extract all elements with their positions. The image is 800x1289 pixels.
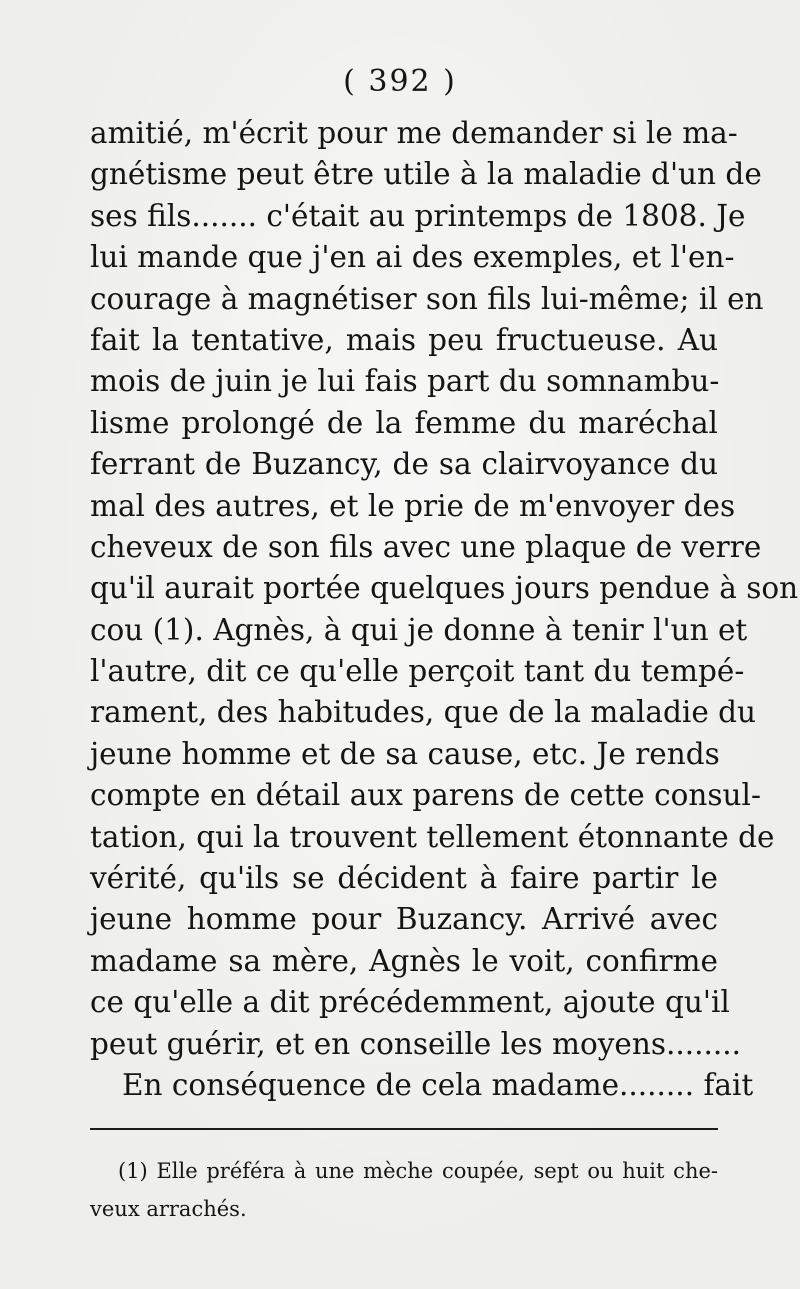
text-line: cheveux de son fils avec une plaque de verre (90, 529, 762, 564)
text-line: jeune homme et de sa cause, etc. Je rends (90, 736, 720, 771)
text-line: ses fils....... c'était au printemps de 1808. Je (90, 198, 746, 233)
text-line: compte en détail aux parens de cette consul- (90, 778, 761, 813)
text-line: amitié, m'écrit pour me demander si le ma- (90, 116, 738, 150)
page-number: ( 392 ) (343, 64, 457, 99)
text-line: madame sa mère, Agnès le voit, confirme (90, 943, 718, 978)
text-line: vérité, qu'ils se décident à faire partir le (90, 861, 718, 896)
text-line: lisme prolongé de la femme du maréchal (90, 405, 718, 440)
footnote (90, 1152, 718, 1228)
text-line: ce qu'elle a dit précédemment, ajoute qu'il (90, 985, 730, 1020)
text-line: En conséquence de cela madame........ fait (122, 1067, 754, 1102)
text-line: qu'il aurait portée quelques jours pendue à son (90, 571, 799, 606)
text-line: mal des autres, et le prie de m'envoyer des (90, 488, 736, 523)
text-line: peut guérir, et en conseille les moyens........ (90, 1026, 742, 1061)
text-line: ferrant de Buzancy, de sa clairvoyance du (90, 447, 718, 482)
text-line: gnétisme peut être utile à la maladie d'un de (90, 157, 762, 192)
text-line: l'autre, dit ce qu'elle perçoit tant du tempé- (90, 654, 745, 689)
footnote-divider (90, 1128, 718, 1130)
text-line: tation, qui la trouvent tellement étonnante de (90, 819, 775, 854)
text-line: jeune homme pour Buzancy. Arrivé avec (90, 902, 718, 937)
footnote-line: (1) Elle préféra à une mèche coupée, sept ou huit che- (118, 1159, 718, 1183)
footnote-line: veux arrachés. (90, 1197, 247, 1221)
body-text (90, 113, 799, 1106)
text-line: lui mande que j'en ai des exemples, et l'en- (90, 240, 735, 275)
text-line: cou (1). Agnès, à qui je donne à tenir l'un et (90, 612, 748, 647)
text-line: rament, des habitudes, que de la maladie du (90, 695, 757, 730)
text-line: fait la tentative, mais peu fructueuse. Au (90, 322, 718, 357)
text-line: courage à magnétiser son fils lui-même; il en (90, 281, 764, 316)
text-line: mois de juin je lui fais part du somnambu- (90, 364, 720, 399)
